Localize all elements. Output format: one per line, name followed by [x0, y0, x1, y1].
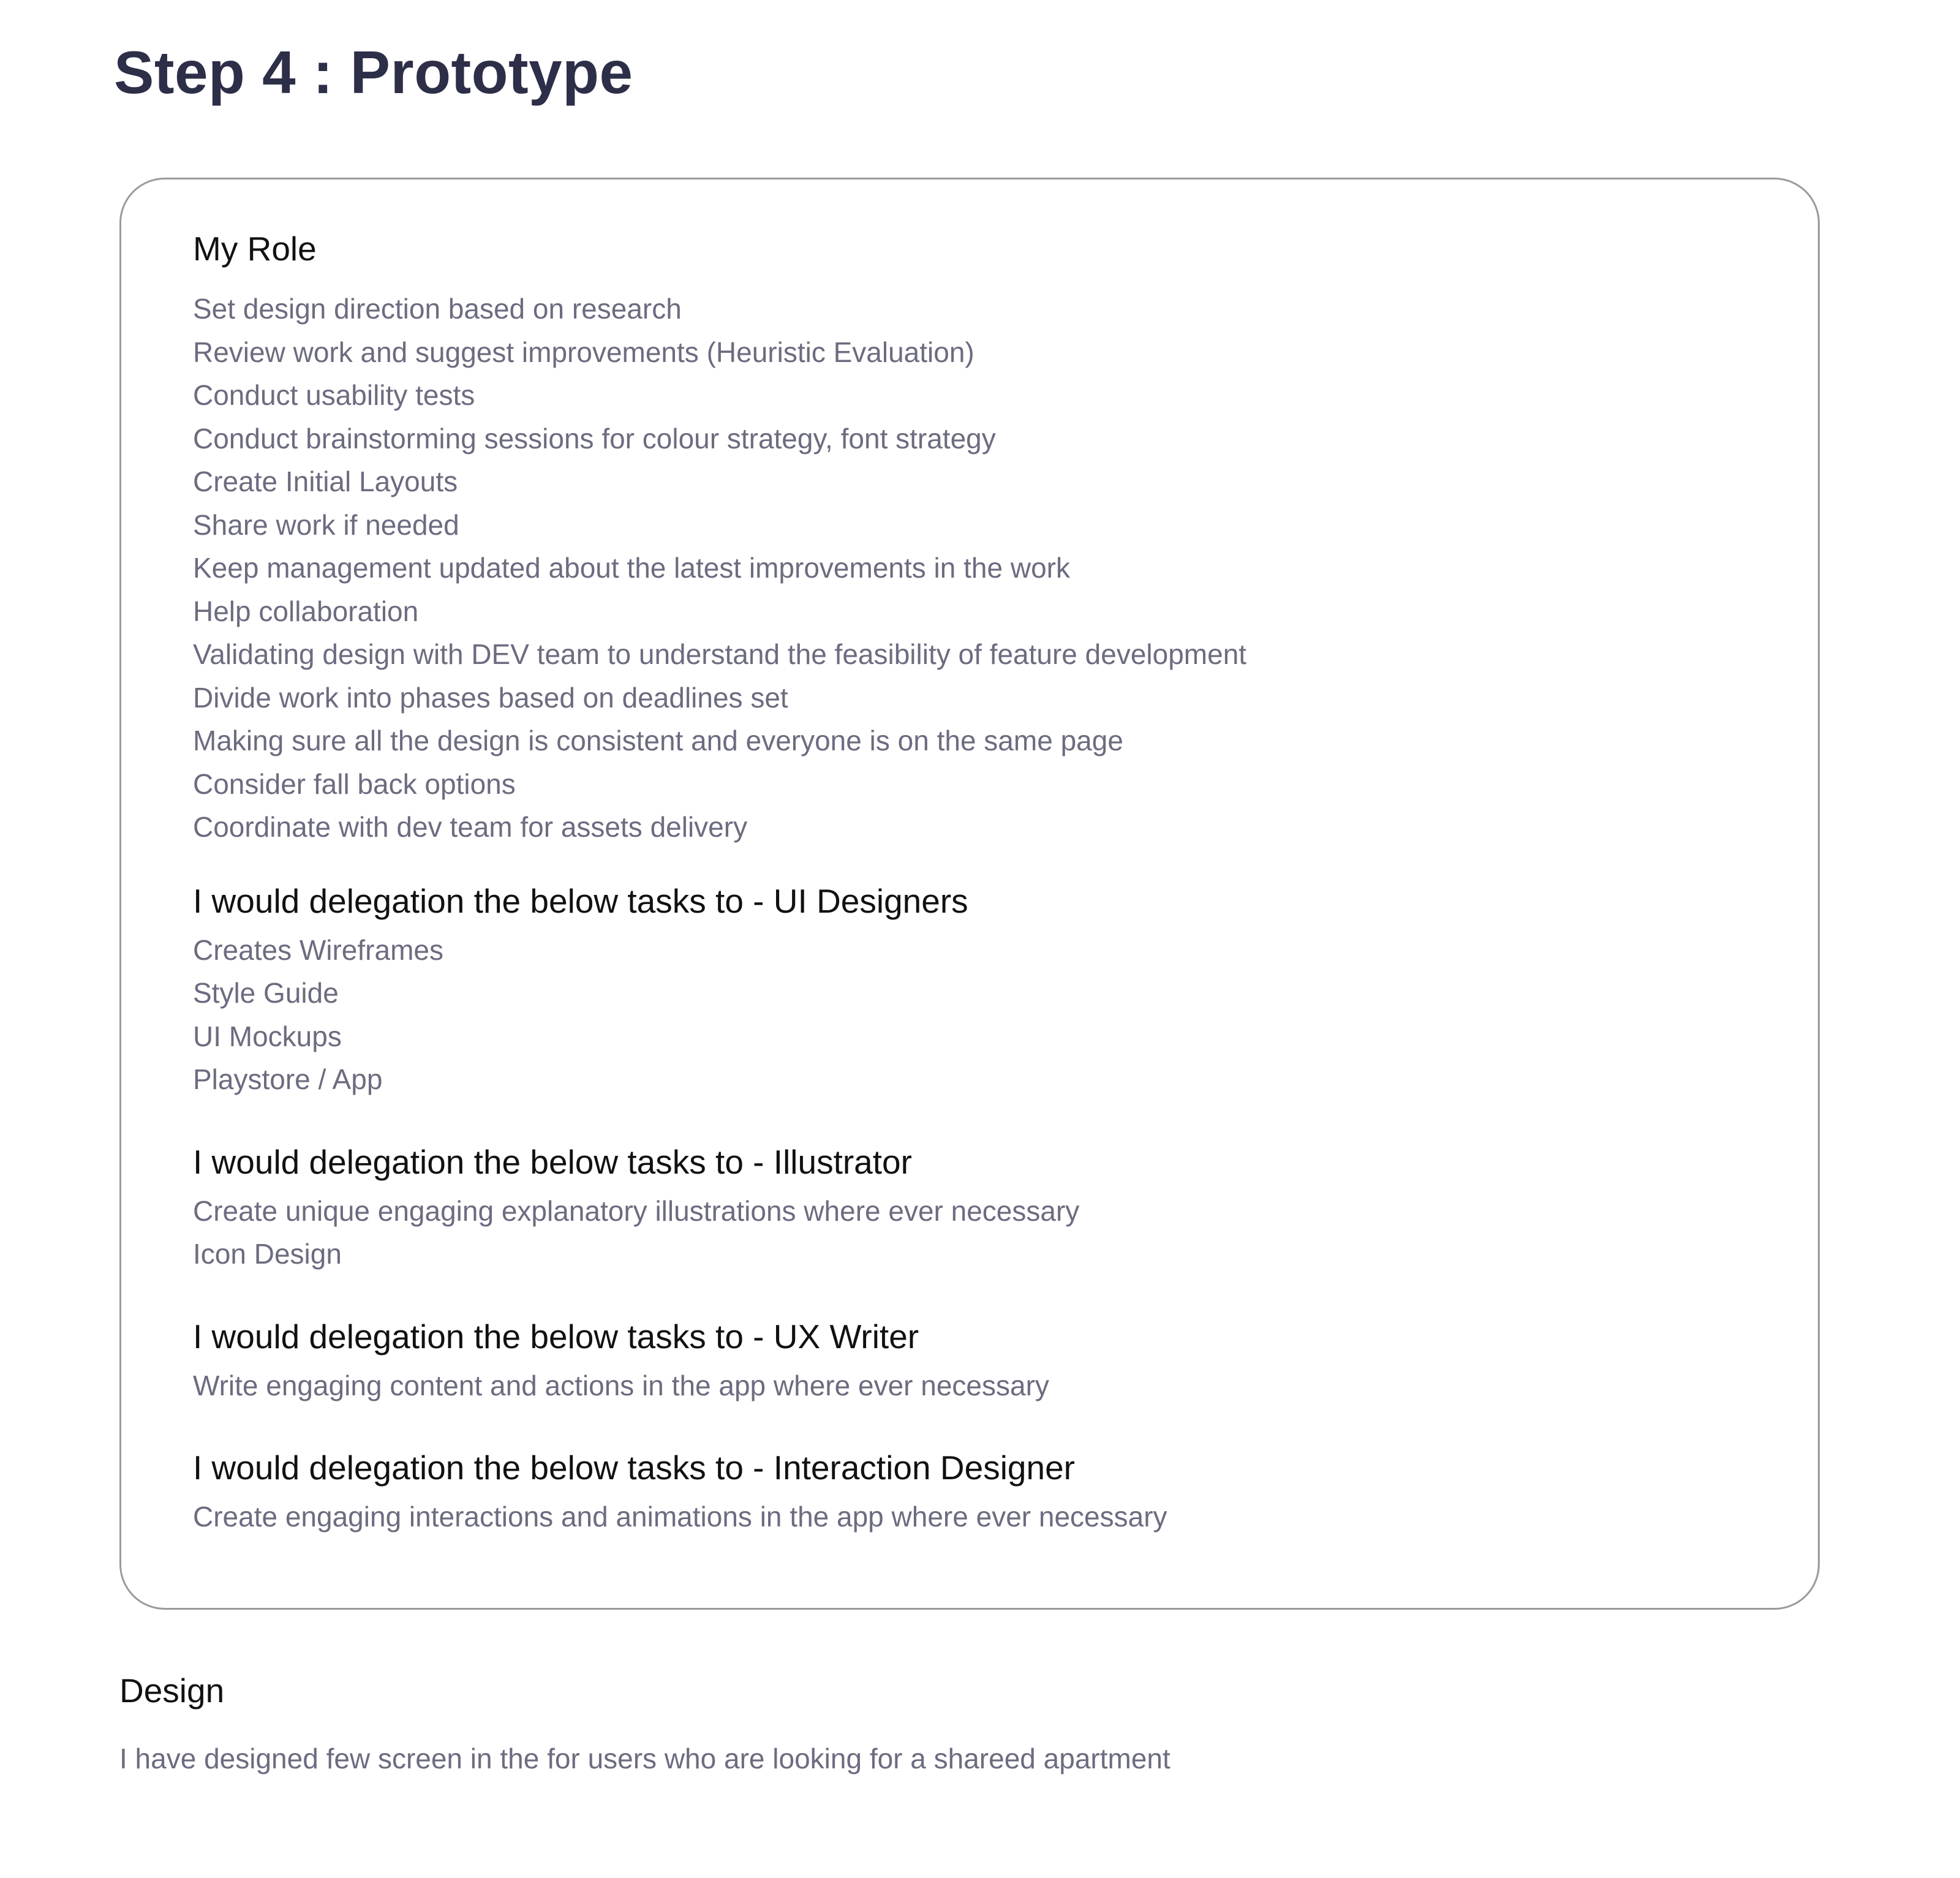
list-item: Coordinate with dev team for assets delivery: [193, 811, 748, 843]
design-heading: Design: [119, 1672, 225, 1710]
list-item: Create Initial Layouts: [193, 466, 458, 497]
list-item: Help collaboration: [193, 595, 419, 627]
list-item: Style Guide: [193, 977, 339, 1009]
list-item: Set design direction based on research: [193, 293, 682, 325]
interaction-designer-heading: I would delegation the below tasks to - Interaction Designer: [193, 1449, 1075, 1487]
illustrator-list: [193, 1190, 1818, 1276]
design-description: I have designed few screen in the for users who are looking for a shareed apartment: [119, 1743, 1170, 1774]
ux-writer-heading: I would delegation the below tasks to - UX Writer: [193, 1317, 919, 1356]
list-item: UI Mockups: [193, 1020, 342, 1052]
list-item: Create unique engaging explanatory illustrations where ever necessary: [193, 1194, 1080, 1227]
role-card: [119, 178, 1820, 1610]
list-item: Review work and suggest improvements (Heuristic Evaluation): [193, 336, 974, 368]
ux-writer-list: [193, 1364, 1818, 1408]
list-item: Playstore / App: [193, 1063, 383, 1095]
list-item: Keep management updated about the latest improvements in the work: [193, 552, 1070, 584]
list-item: Icon Design: [193, 1238, 342, 1270]
illustrator-heading: I would delegation the below tasks to - Illustrator: [193, 1142, 912, 1181]
page-title: Step 4 : Prototype: [114, 39, 633, 106]
ui-designers-heading: I would delegation the below tasks to - UI Designers: [193, 881, 968, 920]
list-item: Consider fall back options: [193, 767, 516, 800]
list-item: Validating design with DEV team to understand the feasibility of feature development: [193, 638, 1247, 670]
list-item: Conduct brainstorming sessions for colour strategy, font strategy: [193, 422, 996, 454]
list-item: Making sure all the design is consistent and everyone is on the same page: [193, 725, 1123, 756]
list-item: Divide work into phases based on deadlines set: [193, 681, 788, 714]
list-item: Create engaging interactions and animations in the app where ever necessary: [193, 1501, 1167, 1533]
list-item: Share work if needed: [193, 508, 459, 541]
my-role-heading: My Role: [193, 230, 317, 268]
ui-designers-list: [193, 929, 1818, 1101]
list-item: Creates Wireframes: [193, 933, 443, 966]
list-item: Write engaging content and actions in the app where ever necessary: [193, 1369, 1049, 1401]
list-item: Conduct usability tests: [193, 379, 475, 411]
interaction-designer-list: [193, 1495, 1818, 1539]
my-role-list: [193, 287, 1818, 849]
